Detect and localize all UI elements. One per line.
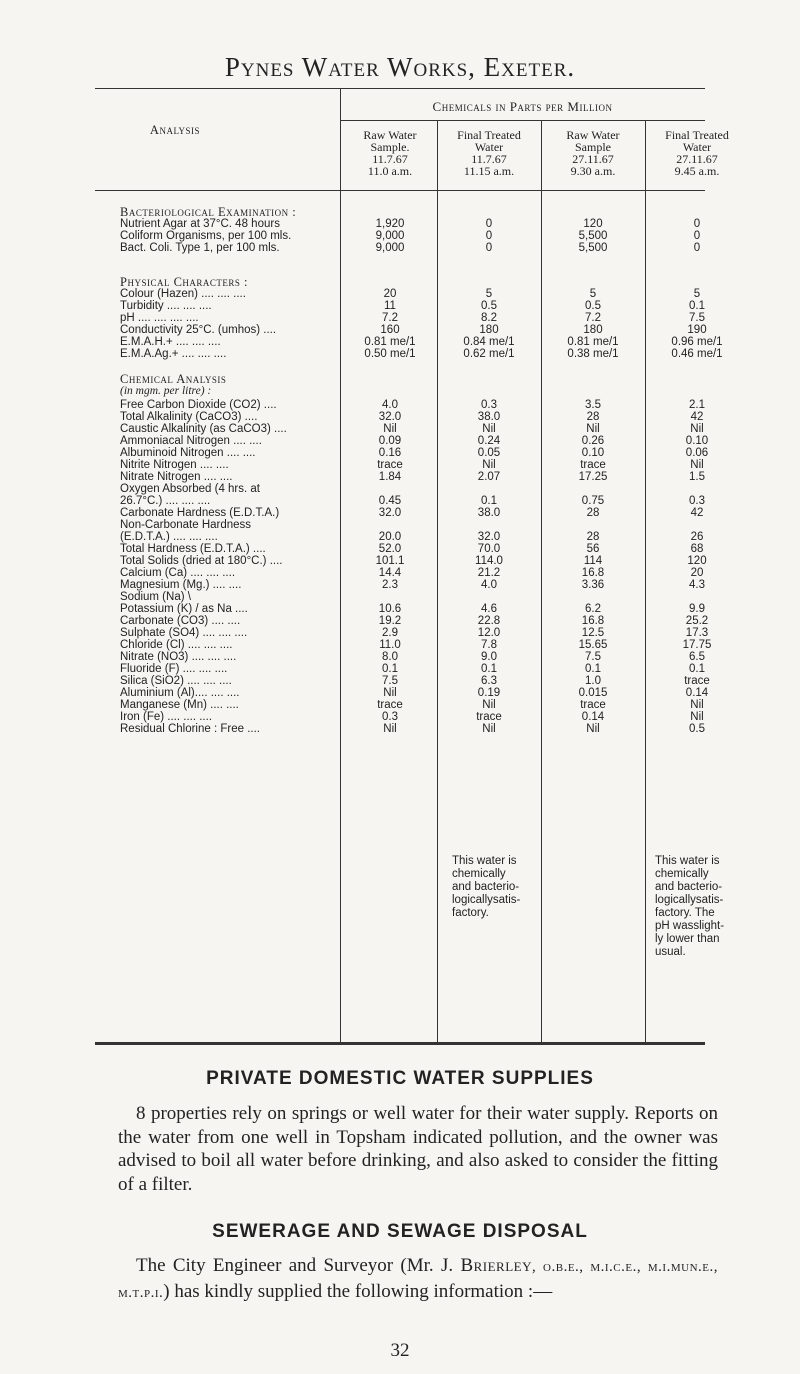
page-number: 32 — [390, 1340, 410, 1361]
row-label: Potassium (K) / as Na .... — [120, 603, 248, 615]
column-header-line: Raw Water — [566, 128, 620, 142]
table-cell: 5 — [693, 288, 701, 300]
table-cell: 7.5 — [382, 675, 398, 687]
table-row — [0, 411, 800, 423]
table-cell: 8.2 — [481, 312, 497, 324]
table-cell: trace — [476, 711, 502, 723]
table-cell: Nil — [482, 459, 496, 471]
table-row — [0, 435, 800, 447]
engineer-name: Brierley — [460, 1255, 532, 1276]
note-line: usual. — [655, 946, 686, 958]
table-cell: 0 — [485, 230, 493, 242]
section-physical: Physical Characters : — [120, 275, 249, 289]
table-cell: 0.14 — [685, 687, 709, 699]
row-label: Coliform Organisms, per 100 mls. — [120, 230, 292, 242]
column-header-line: 11.7.67 — [471, 152, 507, 166]
table-cell: 17.75 — [682, 639, 712, 651]
table-row — [0, 348, 800, 360]
table-cell: 16.8 — [581, 567, 605, 579]
column-header-line: Final Treated — [665, 128, 729, 142]
table-cell: 0.38 me/1 — [567, 348, 619, 360]
table-row — [0, 591, 800, 603]
page-title: Pynes Water Works, Exeter. — [224, 52, 576, 82]
table-cell: 68 — [690, 543, 704, 555]
table-cell: Nil — [586, 423, 600, 435]
row-label: Turbidity .... .... .... — [120, 300, 212, 312]
note-line: This water is — [452, 855, 517, 867]
row-label: Aluminium (Al).... .... .... — [120, 687, 240, 699]
table-cell: trace — [377, 699, 403, 711]
table-cell: 101.1 — [375, 555, 405, 567]
row-label: Nitrate (NO3) .... .... .... — [120, 651, 237, 663]
table-cell: 0.19 — [477, 687, 501, 699]
column-header-line: 9.45 a.m. — [674, 164, 720, 178]
table-row — [0, 651, 800, 663]
row-label: Sulphate (SO4) .... .... .... — [120, 627, 248, 639]
table-cell: 26 — [690, 531, 704, 543]
table-cell: 0.50 me/1 — [364, 348, 416, 360]
table-cell: Nil — [482, 423, 496, 435]
note-final-treated-1 — [452, 855, 520, 920]
table-cell: 0 — [693, 230, 701, 242]
table-cell: 0.84 me/1 — [463, 336, 515, 348]
table-cell: 0.1 — [481, 663, 497, 675]
table-cell: 42 — [690, 507, 704, 519]
table-row — [0, 555, 800, 567]
table-cell: 0.24 — [477, 435, 501, 447]
table-cell: 0.1 — [481, 495, 497, 507]
table-row — [0, 471, 800, 483]
table-row — [0, 336, 800, 348]
table-row — [0, 699, 800, 711]
table-row — [0, 615, 800, 627]
table-cell: 0.96 me/1 — [671, 336, 723, 348]
table-row — [0, 531, 800, 543]
table-cell: 180 — [583, 324, 603, 336]
table-cell: 0.81 me/1 — [567, 336, 619, 348]
row-label: Chloride (Cl) .... .... .... — [120, 639, 233, 651]
table-cell: 160 — [380, 324, 400, 336]
row-label: Carbonate Hardness (E.D.T.A.) — [120, 507, 280, 519]
table-cell: 32.0 — [378, 507, 402, 519]
table-row — [0, 324, 800, 336]
engineer-qualifications: , o.b.e., m.i.c.e., m.i.mun.e., m.t.p.i. — [118, 1259, 718, 1301]
analysis-header: Analysis — [149, 123, 201, 137]
table-cell: 3.36 — [581, 579, 605, 591]
column-header-line: Sample — [575, 140, 611, 154]
table-cell: 20 — [383, 288, 397, 300]
table-cell: 5,500 — [578, 230, 608, 242]
table-cell: 0.26 — [581, 435, 605, 447]
note-line: chemically — [452, 868, 506, 880]
sewerage-text-a: The City Engineer and Surveyor (Mr. J. — [136, 1255, 461, 1276]
table-cell: 8.0 — [382, 651, 398, 663]
table-cell: 0.10 — [581, 447, 605, 459]
table-cell: 20.0 — [378, 531, 402, 543]
table-cell: 0.06 — [685, 447, 709, 459]
table-row — [0, 687, 800, 699]
table-cell: 17.3 — [685, 627, 709, 639]
note-line: logicallysatis- — [452, 894, 521, 906]
column-header-line: 9.30 a.m. — [570, 164, 616, 178]
table-cell: 4.6 — [481, 603, 497, 615]
table-cell: 20 — [690, 567, 704, 579]
table-row — [0, 507, 800, 519]
table-cell: 17.25 — [578, 471, 608, 483]
private-supplies-heading: PRIVATE DOMESTIC WATER SUPPLIES — [206, 1068, 594, 1089]
note-line: pH wasslight- — [655, 920, 725, 932]
table-cell: 0.45 — [378, 495, 402, 507]
table-row — [0, 423, 800, 435]
table-cell: 114 — [583, 555, 603, 567]
table-row — [0, 639, 800, 651]
note-line: factory. — [452, 907, 489, 919]
table-cell: 0 — [693, 242, 701, 254]
table-cell: Nil — [690, 423, 704, 435]
table-cell: trace — [580, 699, 606, 711]
header-bottom-rule — [95, 190, 705, 191]
table-cell: 0.46 me/1 — [671, 348, 723, 360]
row-label: Total Alkalinity (CaCO3) .... — [120, 411, 258, 423]
table-cell: 2.3 — [382, 579, 398, 591]
table-cell: 0.5 — [585, 300, 601, 312]
sewerage-paragraph — [118, 1254, 718, 1305]
table-cell: 70.0 — [477, 543, 501, 555]
table-row — [0, 579, 800, 591]
table-cell: 7.8 — [481, 639, 497, 651]
table-cell: 0.1 — [689, 663, 705, 675]
sewerage-heading: SEWERAGE AND SEWAGE DISPOSAL — [212, 1221, 588, 1242]
table-row — [0, 399, 800, 411]
private-supplies-paragraph: 8 properties rely on springs or well water for their water supply. Reports on the water from one well in Topsham indicated pollution, and the owner was advised to boil all water before drinking, and also asked to consider the fitting of a filter. — [118, 1103, 718, 1195]
table-row — [0, 242, 800, 254]
table-cell: Nil — [690, 459, 704, 471]
table-cell: 32.0 — [378, 411, 402, 423]
table-cell: 120 — [583, 218, 603, 230]
row-label: Nitrate Nitrogen .... .... — [120, 471, 233, 483]
table-cell: 0.62 me/1 — [463, 348, 515, 360]
table-cell: 4.3 — [689, 579, 705, 591]
row-label: Nitrite Nitrogen .... .... — [120, 459, 229, 471]
table-cell: 5 — [589, 288, 597, 300]
table-cell: Nil — [586, 723, 600, 735]
table-cell: 0.1 — [585, 663, 601, 675]
section-bacteriological: Bacteriological Examination : — [120, 205, 297, 219]
section-chemical-units: (in mgm. per litre) : — [120, 385, 212, 397]
table-row — [0, 483, 800, 495]
table-cell: 15.65 — [578, 639, 608, 651]
column-header-line: Raw Water — [363, 128, 417, 142]
table-cell: 0 — [693, 218, 701, 230]
table-row — [0, 711, 800, 723]
row-label: E.M.A.H.+ .... .... .... — [120, 336, 221, 348]
table-cell: 25.2 — [685, 615, 709, 627]
table-cell: 56 — [586, 543, 600, 555]
table-cell: 6.3 — [481, 675, 497, 687]
table-cell: 16.8 — [581, 615, 605, 627]
table-row — [0, 603, 800, 615]
row-label: Fluoride (F) .... .... .... — [120, 663, 228, 675]
row-label: Sodium (Na) \ — [120, 591, 191, 603]
table-cell: Nil — [690, 699, 704, 711]
row-label: Residual Chlorine : Free .... — [120, 723, 260, 735]
table-row — [0, 230, 800, 242]
table-row — [0, 663, 800, 675]
table-cell: 4.0 — [382, 399, 398, 411]
table-cell: 0.3 — [481, 399, 497, 411]
table-cell: 9.0 — [481, 651, 497, 663]
table-cell: 11 — [384, 300, 396, 312]
table-cell: 0.75 — [581, 495, 605, 507]
table-cell: 114.0 — [475, 555, 503, 567]
table-cell: 1.84 — [378, 471, 402, 483]
table-cell: 9,000 — [375, 230, 405, 242]
table-bottom-rule — [95, 1042, 705, 1045]
table-cell: 1.5 — [689, 471, 705, 483]
column-header-line: Sample. — [370, 140, 410, 154]
table-cell: 3.5 — [585, 399, 601, 411]
table-cell: 7.5 — [689, 312, 705, 324]
table-cell: Nil — [383, 423, 397, 435]
table-row — [0, 567, 800, 579]
table-cell: 28 — [586, 507, 600, 519]
row-label: Conductivity 25°C. (umhos) .... — [120, 324, 277, 336]
table-cell: 0.015 — [578, 687, 608, 699]
note-line: This water is — [655, 855, 720, 867]
table-cell: 32.0 — [477, 531, 501, 543]
table-cell: 1.0 — [585, 675, 601, 687]
table-cell: 6.5 — [689, 651, 705, 663]
table-cell: 9,000 — [375, 242, 405, 254]
table-cell: 28 — [586, 531, 600, 543]
table-cell: 4.0 — [481, 579, 497, 591]
table-cell: 0 — [485, 218, 493, 230]
row-label: pH .... .... .... .... — [120, 312, 199, 324]
row-label: Total Solids (dried at 180°C.) .... — [120, 555, 283, 567]
table-row — [0, 627, 800, 639]
table-cell: Nil — [690, 711, 704, 723]
table-cell: 0.1 — [382, 663, 398, 675]
table-cell: 21.2 — [477, 567, 501, 579]
column-header-line: 27.11.67 — [572, 152, 614, 166]
table-cell: 0.09 — [378, 435, 402, 447]
table-cell: Nil — [482, 699, 496, 711]
section-chemical: Chemical Analysis — [120, 372, 227, 386]
table-cell: 0.81 me/1 — [364, 336, 416, 348]
note-final-treated-2 — [655, 855, 724, 959]
table-cell: Nil — [383, 687, 397, 699]
table-row — [0, 495, 800, 507]
table-cell: 0.05 — [477, 447, 501, 459]
note-line: ly lower than — [655, 933, 720, 945]
row-label: Non-Carbonate Hardness — [120, 519, 252, 531]
table-cell: 7.2 — [585, 312, 601, 324]
table-row — [0, 519, 800, 531]
table-cell: Nil — [383, 723, 397, 735]
table-cell: 7.5 — [585, 651, 601, 663]
table-cell: 0.3 — [689, 495, 705, 507]
table-row — [0, 300, 800, 312]
row-label: Silica (SiO2) .... .... .... — [120, 675, 232, 687]
table-cell: 6.2 — [585, 603, 601, 615]
table-cell: 2.07 — [477, 471, 501, 483]
table-cell: 5 — [485, 288, 493, 300]
table-cell: 38.0 — [477, 411, 501, 423]
table-cell: 42 — [690, 411, 704, 423]
table-cell: 11.0 — [379, 639, 401, 651]
column-header-line: 11.0 a.m. — [367, 164, 413, 178]
table-cell: 0.14 — [581, 711, 605, 723]
row-label: Iron (Fe) .... .... .... — [120, 711, 213, 723]
column-header-line: Water — [474, 140, 504, 154]
column-header-line: Final Treated — [457, 128, 521, 142]
table-cell: 9.9 — [689, 603, 705, 615]
note-line: logicallysatis- — [655, 894, 724, 906]
row-label: E.M.A.Ag.+ .... .... .... — [120, 348, 227, 360]
table-cell: 0.5 — [481, 300, 497, 312]
column-header-line: Water — [682, 140, 712, 154]
row-label: (E.D.T.A.) .... .... .... — [120, 531, 218, 543]
row-label: Ammoniacal Nitrogen .... .... — [120, 435, 262, 447]
table-cell: 5,500 — [578, 242, 608, 254]
table-row — [0, 447, 800, 459]
table-cell: trace — [684, 675, 710, 687]
row-label: Free Carbon Dioxide (CO2) .... — [120, 399, 277, 411]
table-cell: 0.1 — [689, 300, 705, 312]
sewerage-text-c: ) has kindly supplied the following information :— — [163, 1280, 553, 1302]
table-cell: 1,920 — [375, 218, 405, 230]
table-cell: 0.3 — [382, 711, 398, 723]
column-header-line: 11.15 a.m. — [463, 164, 515, 178]
note-line: chemically — [655, 868, 709, 880]
table-cell: 7.2 — [382, 312, 398, 324]
table-cell: trace — [580, 459, 606, 471]
table-cell: 180 — [479, 324, 499, 336]
table-cell: Nil — [482, 723, 496, 735]
note-line: and bacterio- — [655, 881, 723, 893]
chemicals-group-header: Chemicals in Parts per Million — [432, 99, 613, 114]
table-cell: 19.2 — [378, 615, 402, 627]
table-cell: 0.16 — [378, 447, 402, 459]
row-label: Albuminoid Nitrogen .... .... — [120, 447, 256, 459]
row-label: 26.7°C.) .... .... .... — [120, 495, 211, 507]
table-cell: 120 — [687, 555, 707, 567]
note-line: factory. The — [655, 907, 715, 919]
row-label: Oxygen Absorbed (4 hrs. at — [120, 483, 260, 495]
table-cell: 22.8 — [477, 615, 501, 627]
table-row — [0, 459, 800, 471]
table-cell: 190 — [687, 324, 707, 336]
table-row — [0, 543, 800, 555]
note-line: and bacterio- — [452, 881, 520, 893]
table-cell: 28 — [586, 411, 600, 423]
row-label: Total Hardness (E.D.T.A.) .... — [120, 543, 266, 555]
table-cell: 14.4 — [378, 567, 402, 579]
row-label: Magnesium (Mg.) .... .... — [120, 579, 242, 591]
table-cell: 0.10 — [685, 435, 709, 447]
column-header-line: 27.11.67 — [676, 152, 718, 166]
table-cell: 38.0 — [477, 507, 501, 519]
table-cell: 2.1 — [689, 399, 705, 411]
table-cell: 52.0 — [378, 543, 402, 555]
row-label: Carbonate (CO3) .... .... — [120, 615, 241, 627]
row-label: Colour (Hazen) .... .... .... — [120, 288, 246, 300]
table-row — [0, 723, 800, 735]
table-cell: 0.5 — [689, 723, 705, 735]
column-header-line: 11.7.67 — [372, 152, 408, 166]
row-label: Manganese (Mn) .... .... — [120, 699, 239, 711]
header-group-rule — [340, 120, 705, 121]
row-label: Bact. Coli. Type 1, per 100 mls. — [120, 242, 280, 254]
table-cell: 10.6 — [378, 603, 402, 615]
table-cell: 12.0 — [477, 627, 501, 639]
table-cell: trace — [377, 459, 403, 471]
table-row — [0, 675, 800, 687]
row-label: Nutrient Agar at 37°C. 48 hours — [120, 218, 280, 230]
table-row — [0, 218, 800, 230]
row-label: Caustic Alkalinity (as CaCO3) .... — [120, 423, 287, 435]
table-cell: 2.9 — [382, 627, 398, 639]
row-label: Calcium (Ca) .... .... .... — [120, 567, 236, 579]
table-cell: 0 — [485, 242, 493, 254]
table-cell: 12.5 — [581, 627, 605, 639]
table-top-rule — [95, 88, 705, 89]
table-row — [0, 288, 800, 300]
table-row — [0, 312, 800, 324]
